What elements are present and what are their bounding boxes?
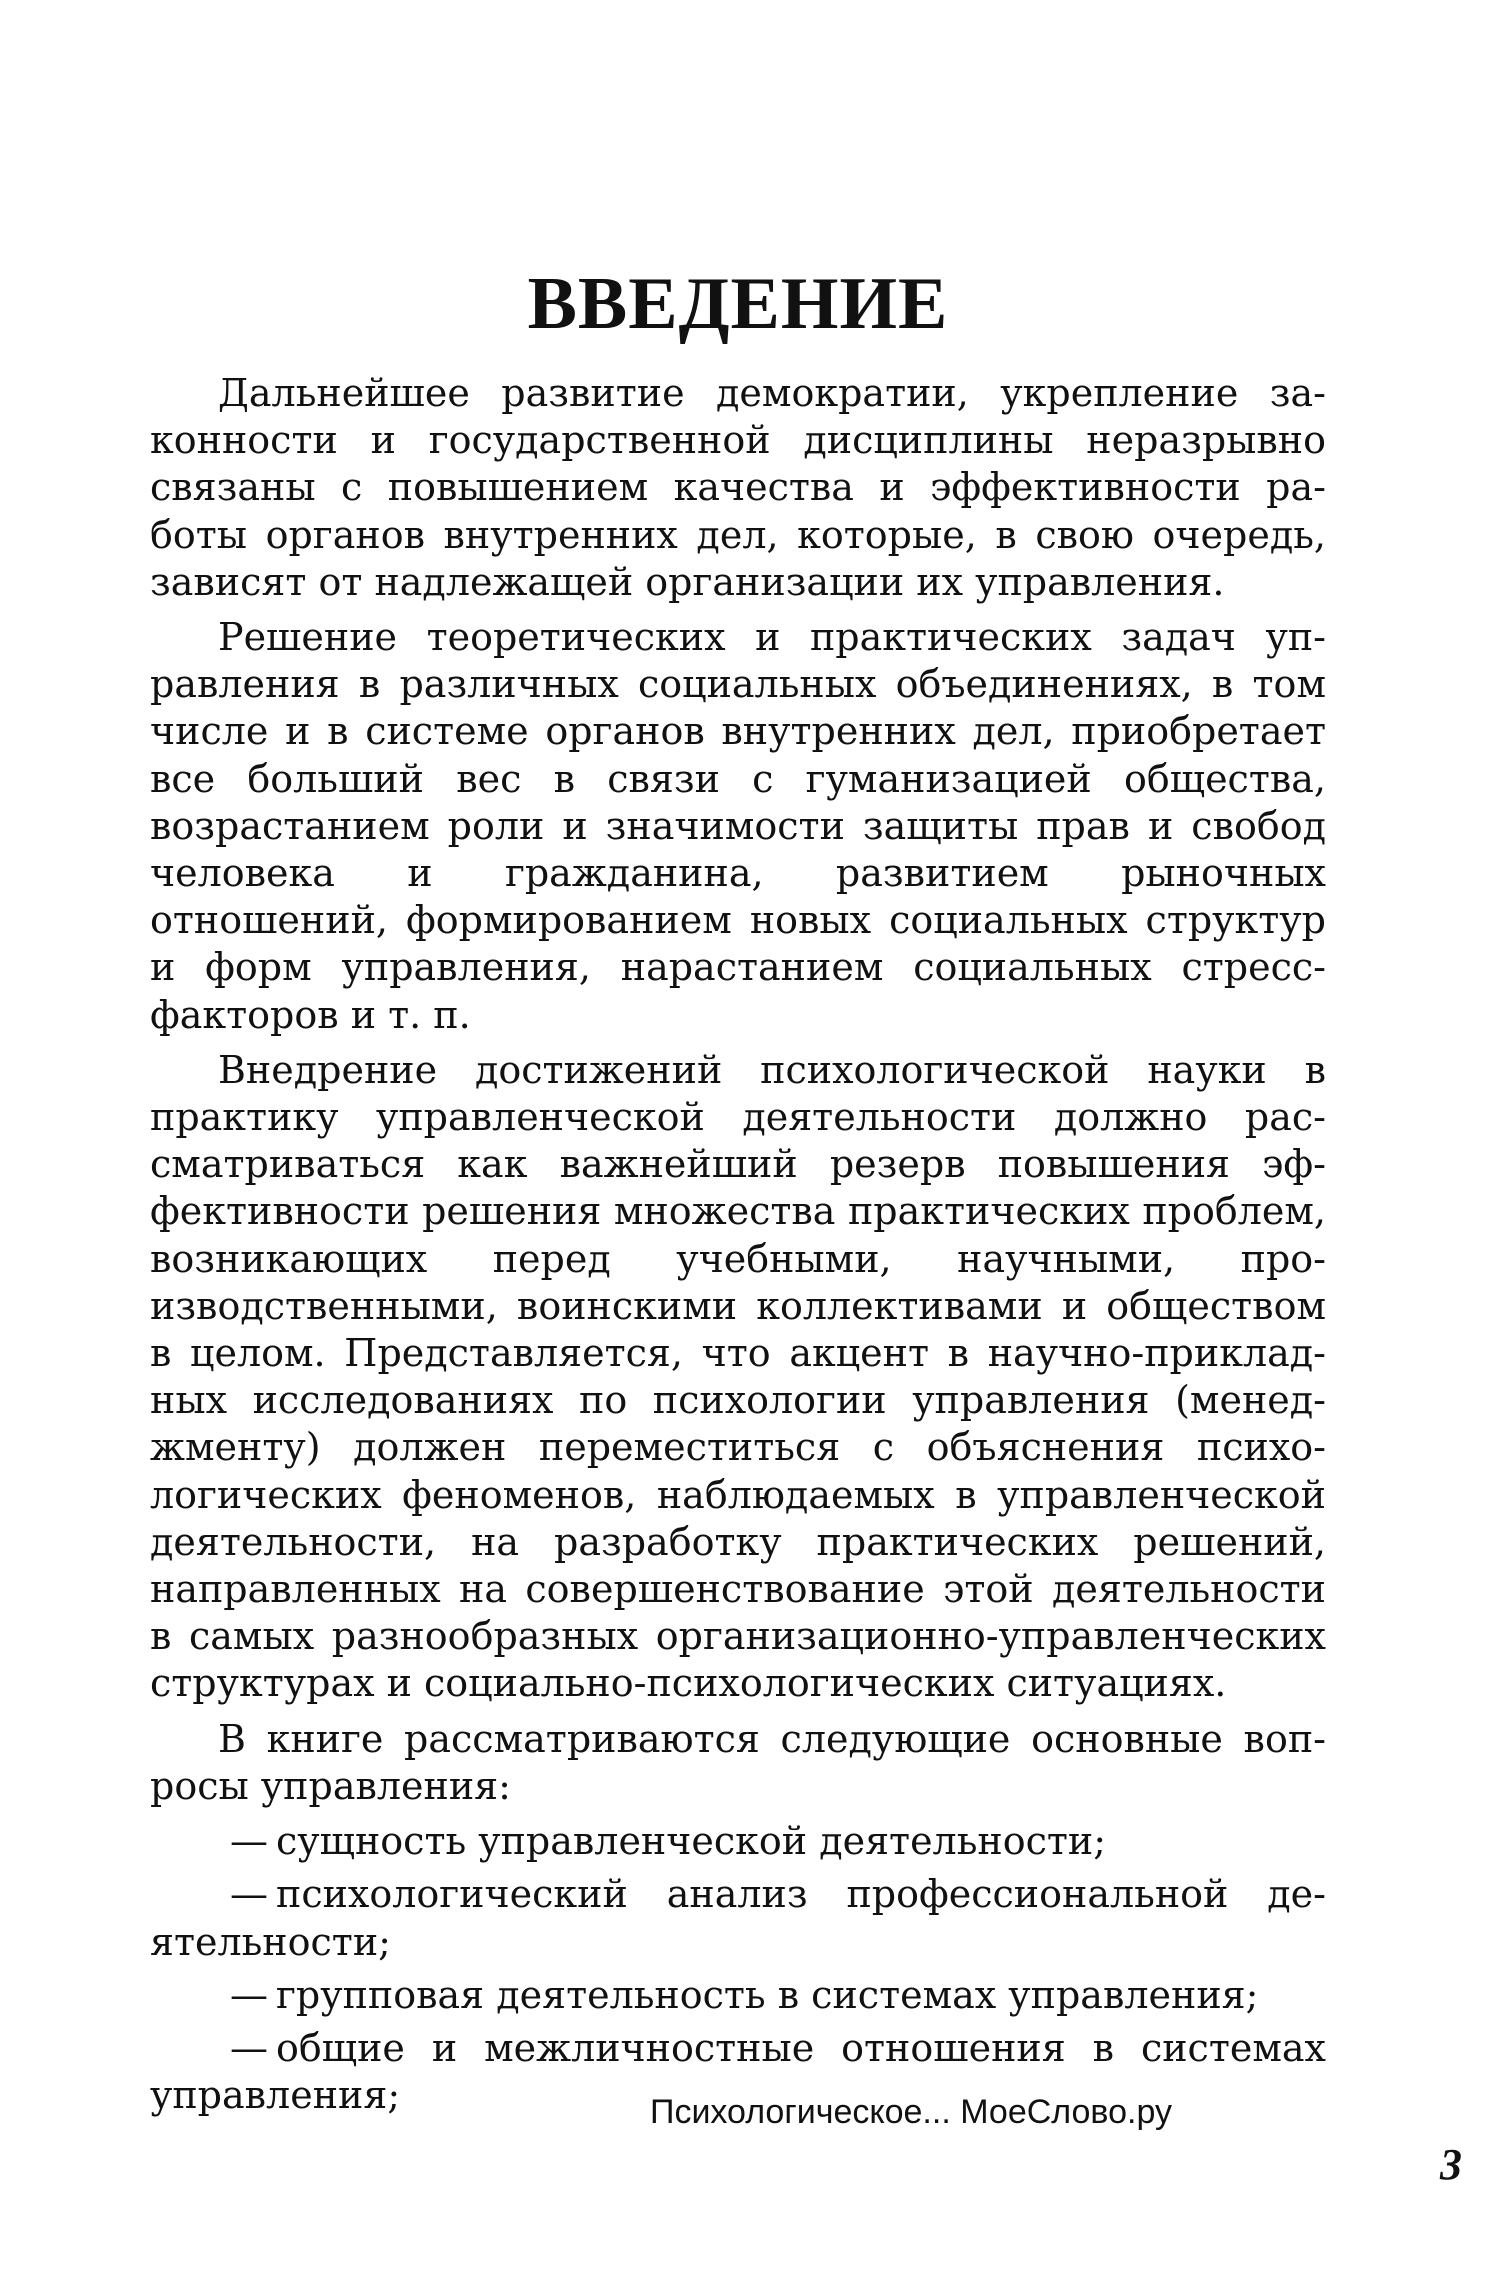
page-number: 3	[1440, 2140, 1462, 2189]
list-dash: —	[230, 1819, 268, 1864]
list-item	[150, 1972, 1326, 2019]
list-dash: —	[230, 1872, 268, 1917]
list-dash: —	[230, 1972, 268, 2017]
list-item-text: психологический анализ профессиональной деятельности;	[150, 1872, 1326, 1964]
paragraph-3: Внедрение достижений психологической науки в практику управленческой деятельности должно рассматриваться как важнейший резерв повышения эффективности решения множества практических проблем, возникающих перед учебными, научными, производственными, воинскими коллективами и обществом в целом. Представляется, что акцент в научно-прикладных исследованиях по психологии управления (менеджменту) должен переместиться с объяснения психологических феноменов, наблюдаемых в управленческой деятельности, на разработку практических решений, направленных на совершенствование этой деятельности в самых разнообразных организационно-управленческих структурах и социально-психологических ситуациях.	[150, 1047, 1326, 1706]
list-item-text: сущность управленческой деятельности;	[276, 1819, 1107, 1864]
paragraph-2: Решение теоретических и практических задач управления в различных социальных объединениях, в том числе и в системе органов внутренних дел, приобретает все больший вес в связи с гуманизацией общества, возрастанием роли и значимости защиты прав и свобод человека и гражданина, развитием рыночных отношений, формированием новых социальных структур и форм управления, нарастанием социальных стресс-факторов и т. п.	[150, 615, 1326, 1037]
paragraph-1: Дальнейшее развитие демократии, укрепление законности и государственной дисциплины неразрывно связаны с повышением качества и эффективности работы органов внутренних дел, которые, в свою очередь, зависят от надлежащей организации их управления.	[150, 371, 1326, 604]
list-dash: —	[230, 2025, 268, 2070]
paragraph-4: В книге рассматриваются следующие основные вопросы управления:	[150, 1716, 1326, 1808]
body-text	[150, 370, 1326, 2125]
page-title: ВВЕДЕНИЕ	[527, 263, 949, 345]
document-page	[150, 0, 1462, 2284]
list-item-text: групповая деятельность в системах управления;	[276, 1972, 1259, 2017]
list-item-text: общие и межличностные отношения в системах управления;	[150, 2025, 1326, 2118]
footer-source-watermark: Психологическое... МоеСлово.ру	[650, 2093, 1172, 2131]
list-item	[150, 1818, 1326, 1865]
list-item	[150, 1871, 1326, 1965]
